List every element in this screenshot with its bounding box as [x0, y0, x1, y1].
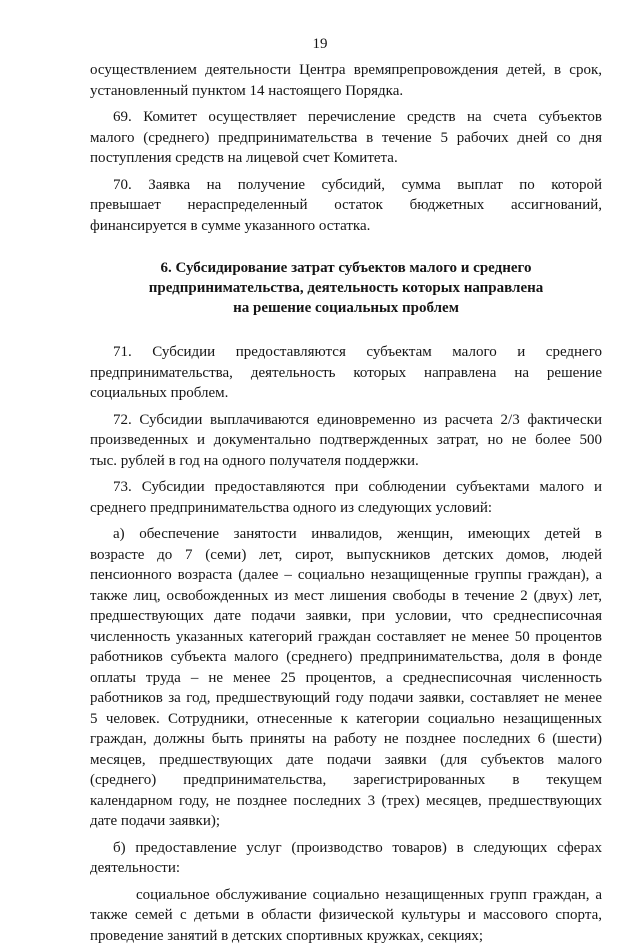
text-line: граждан, должны быть приняты на работу не позднее последних 6 (шести) [90, 729, 602, 750]
text-line: работников субъекта малого (среднего) предпринимательства, доля в фонде [90, 647, 602, 668]
text-line: произведенных и документально подтвержденных затрат, но не более 500 [90, 430, 602, 451]
paragraph-73 [90, 477, 602, 518]
paragraph-73-b-item [90, 885, 602, 946]
text-line: установленный пунктом 14 настоящего Порядка. [90, 81, 602, 102]
text-line: поступления средств на лицевой счет Комитета. [90, 148, 602, 169]
paragraph-69 [90, 107, 602, 169]
heading-line: предпринимательства, деятельность которых направлена [90, 278, 602, 298]
text-line: предшествующих дате подачи заявки, при условии, что среднесписочная [90, 606, 602, 627]
text-line: также семей с детьми в области физической культуры и массового спорта, [90, 905, 602, 926]
text-line: оплаты труда – не менее 25 процентов, а среднесписочная численность [90, 668, 602, 689]
text-line: численность указанных категорий граждан составляет не менее 50 процентов [90, 627, 602, 648]
text-line: социальных проблем. [90, 383, 602, 404]
text-line: осуществлением деятельности Центра времяпрепровождения детей, в срок, [90, 60, 602, 81]
text-line: предпринимательства, деятельность которых направлена на решение [90, 363, 602, 384]
text-line: пенсионного возраста (далее – социально незащищенные группы граждан), а [90, 565, 602, 586]
text-line: календарном году, не позднее последних 3 (трех) месяцев, предшествующих [90, 791, 602, 812]
text-line: тыс. рублей в год на одного получателя поддержки. [90, 451, 602, 472]
text-line: среднего предпринимательства одного из следующих условий: [90, 498, 602, 519]
text-line: работников за год, предшествующий году подачи заявки, составляет не менее [90, 688, 602, 709]
paragraph-70 [90, 175, 602, 237]
page-number: 19 [0, 36, 640, 53]
text-line: 72. Субсидии выплачиваются единовременно из расчета 2/3 фактически [90, 410, 602, 431]
document-body [90, 60, 602, 946]
text-line: социальное обслуживание социально незащищенных групп граждан, а [90, 885, 602, 906]
text-line: возрасте до 7 (семи) лет, сирот, выпускников детских домов, людей [90, 545, 602, 566]
text-line: 73. Субсидии предоставляются при соблюдении субъектами малого и [90, 477, 602, 498]
heading-line: на решение социальных проблем [90, 298, 602, 318]
paragraph-71 [90, 342, 602, 404]
paragraph-73-b [90, 838, 602, 879]
text-line: деятельности: [90, 858, 602, 879]
section-heading [90, 258, 602, 318]
text-line: 71. Субсидии предоставляются субъектам малого и среднего [90, 342, 602, 363]
text-line: 5 человек. Сотрудники, отнесенные к категории социально незащищенных [90, 709, 602, 730]
paragraph-continuation [90, 60, 602, 101]
heading-line: 6. Субсидирование затрат субъектов малого и среднего [90, 258, 602, 278]
text-line: проведение занятий в детских спортивных кружках, секциях; [90, 926, 602, 946]
text-line: финансируется в сумме указанного остатка. [90, 216, 602, 237]
text-line: малого (среднего) предпринимательства в течение 5 рабочих дней со дня [90, 128, 602, 149]
paragraph-73-a [90, 524, 602, 832]
text-line: а) обеспечение занятости инвалидов, женщин, имеющих детей в [90, 524, 602, 545]
text-line: (среднего) предпринимательства, зарегистрированных в текущем [90, 770, 602, 791]
text-line: месяцев, предшествующих дате подачи заявки (для субъектов малого [90, 750, 602, 771]
text-line: 69. Комитет осуществляет перечисление средств на счета субъектов [90, 107, 602, 128]
paragraph-72 [90, 410, 602, 472]
text-line: дате подачи заявки); [90, 811, 602, 832]
text-line: б) предоставление услуг (производство товаров) в следующих сферах [90, 838, 602, 859]
text-line: 70. Заявка на получение субсидий, сумма выплат по которой [90, 175, 602, 196]
text-line: также лиц, освобожденных из мест лишения свободы в течение 2 (двух) лет, [90, 586, 602, 607]
text-line: превышает нераспределенный остаток бюджетных ассигнований, [90, 195, 602, 216]
